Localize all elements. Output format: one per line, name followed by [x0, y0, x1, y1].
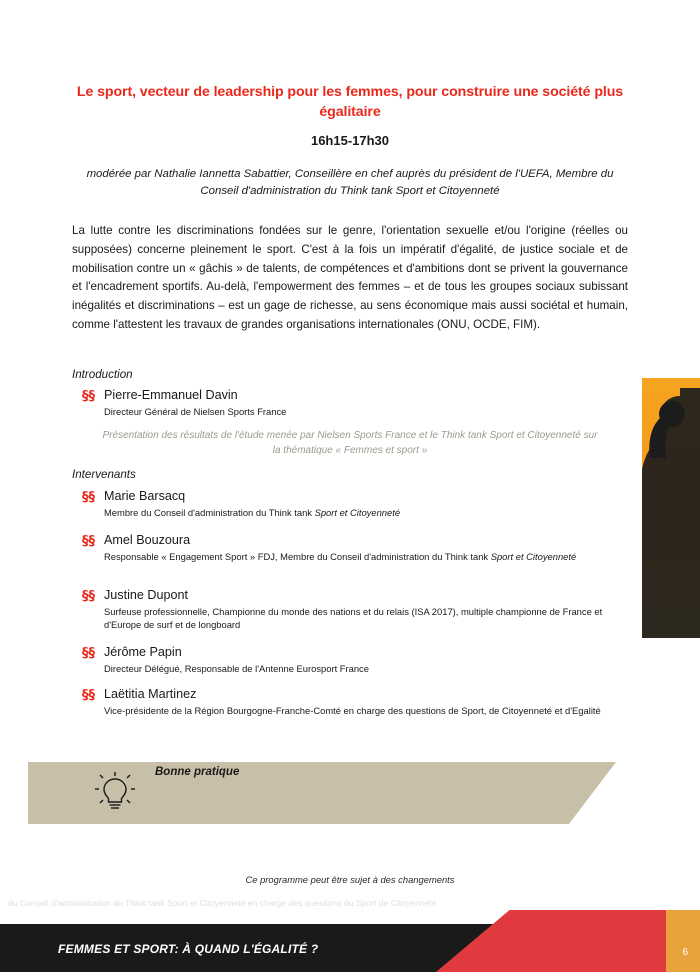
woman-silhouette-icon: [642, 388, 700, 638]
speaker-role: Membre du Conseil d'administration du Think tank Sport et Citoyenneté: [104, 506, 401, 518]
list-item: [82, 388, 628, 418]
page-footer: [0, 910, 700, 972]
speaker-role: Vice-présidente de la Région Bourgogne-Franche-Comté en charge des questions de Sport, de Citoyenneté et d'Egalité: [104, 704, 601, 716]
speaker-name: Amel Bouzoura: [104, 533, 191, 547]
faint-background-text: du Conseil d'administration du Think tank Sport et Citoyenneté en charge des questions du Sport de Citoyenneté: [8, 898, 437, 908]
page-title: Le sport, vecteur de leadership pour les femmes, pour construire une société plus égalitaire: [76, 83, 624, 121]
flame-bullet-icon: §§: [82, 534, 95, 549]
list-item: [82, 645, 628, 675]
list-item: [82, 588, 628, 631]
flame-bullet-icon: §§: [82, 646, 95, 661]
list-item: [82, 489, 628, 519]
footer-gold-shape: [666, 910, 700, 972]
footer-title: FEMMES ET SPORT: À QUAND L'ÉGALITÉ ?: [58, 942, 319, 956]
flame-bullet-icon: §§: [82, 688, 95, 703]
good-practice-label: Bonne pratique: [155, 766, 240, 778]
speaker-name: Pierre-Emmanuel Davin: [104, 388, 238, 402]
speaker-name: Marie Barsacq: [104, 489, 186, 503]
speaker-name: Laëtitia Martinez: [104, 687, 197, 701]
speaker-name: Jérôme Papin: [104, 645, 182, 659]
session-description: La lutte contre les discriminations fondées sur le genre, l'orientation sexuelle et/ou l'origine (réelles ou supposées) concerne pleinement le sport. C'est à la fois un impératif d'égalité, de justice sociale et de mobilisation contre un « gâchis » de talents, de compétences et d'ambitions dont se privent la gouvernance et l'encadrement sportifs. Au-delà, l'empowerment des femmes – et de tous les groupes sociaux subissant inégalités et discriminations – est un gage de richesse, au sens économique mais aussi sociétal et humain, comme l'attestent les travaux de grandes organisations internationales (ONU, OCDE, FIM).: [72, 224, 628, 331]
section-label-speakers: Intervenants: [72, 468, 136, 481]
flame-bullet-icon: §§: [82, 490, 95, 505]
flame-bullet-icon: §§: [82, 589, 95, 604]
page-number: 6: [682, 947, 688, 958]
speaker-role: Surfeuse professionnelle, Championne du monde des nations et du relais (ISA 2017), multiple championne de France et d'Europe de surf et de longboard: [104, 605, 603, 631]
flame-bullet-icon: §§: [82, 389, 95, 404]
speaker-role: Directeur Général de Nielsen Sports France: [104, 405, 287, 417]
list-item: [82, 533, 628, 563]
lightbulb-icon: [92, 770, 138, 816]
speaker-role: Responsable « Engagement Sport » FDJ, Membre du Conseil d'administration du Think tank Sport et Citoyenneté: [104, 550, 577, 562]
speaker-role: Directeur Délégué, Responsable de l'Antenne Eurosport France: [104, 662, 369, 674]
list-item: [82, 687, 628, 717]
time-slot: 16h15-17h30: [310, 133, 390, 148]
moderator-line: modérée par Nathalie Iannetta Sabattier, Conseillère en chef auprès du président de l'UEFA, Membre du Conseil d'administration du Think tank Sport et Citoyenneté: [86, 168, 614, 198]
speaker-name: Justine Dupont: [104, 588, 189, 602]
introduction-note: Présentation des résultats de l'étude menée par Nielsen Sports France et le Think tank Sport et Citoyenneté sur la thématique « Femmes et sport »: [102, 430, 598, 456]
decorative-silhouette-block: [642, 378, 700, 638]
footnote: Ce programme peut être sujet à des changements: [245, 874, 455, 885]
section-label-introduction: Introduction: [72, 368, 133, 381]
